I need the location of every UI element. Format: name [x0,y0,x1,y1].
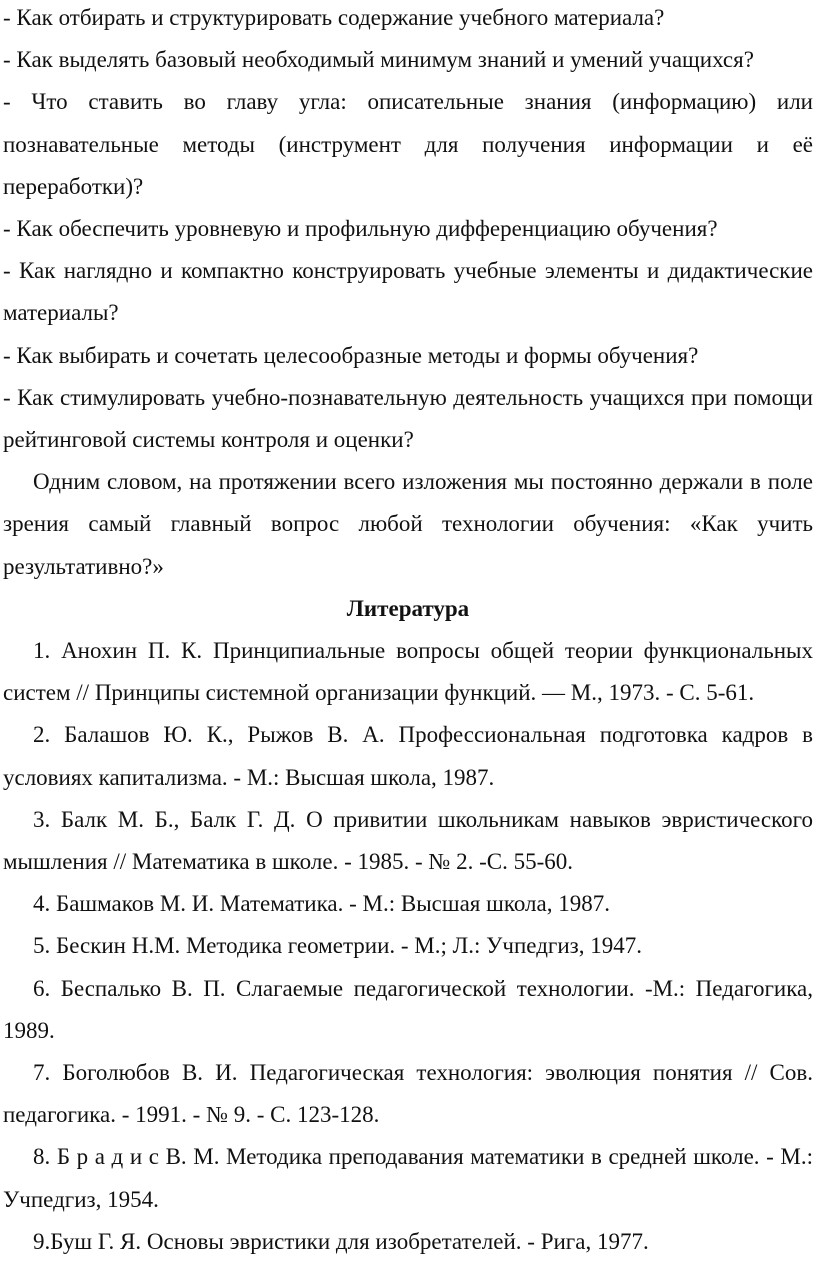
literature-heading: Литература [346,595,470,621]
question-item: - Как обеспечить уровневую и профильную дифференциацию обучения? [3,216,718,242]
question-item: - Как выделять базовый необходимый минимум знаний и умений учащихся? [3,47,754,73]
reference-item: 7. Боголюбов В. И. Педагогическая технология: эволюция понятия // Сов. педагогика. - 1991. - № 9. - С. 123-128. [3,1060,813,1128]
reference-item: 6. Беспалько В. П. Слагаемые педагогической технологии. -М.: Педагогика, 1989. [3,975,813,1043]
question-item: - Как наглядно и компактно конструировать учебные элементы и дидактические материалы? [3,258,813,326]
reference-item: 8. Б р а д и с В. М. Методика преподавания математики в средней школе. - М.: Учпедгиз, 1954. [3,1144,813,1212]
question-item: - Как стимулировать учебно-познавательную деятельность учащихся при помощи рейтинговой системы контроля и оценки? [3,384,813,453]
question-item: - Как отбирать и структурировать содержание учебного материала? [3,5,665,30]
reference-item: 5. Бескин Н.М. Методика геометрии. - М.; Л.: Учпедгиз, 1947. [33,933,642,959]
reference-item: 2. Балашов Ю. К., Рыжов В. А. Профессиональная подготовка кадров в условиях капитализма. - М.: Высшая школа, 1987. [3,722,813,790]
reference-item: 9.Буш Г. Я. Основы эвристики для изобретателей. - Рига, 1977. [33,1228,649,1254]
references-list [3,630,813,1263]
reference-item: 1. Анохин П. К. Принципиальные вопросы общей теории функциональных систем // Принципы системной организации функций. — М., 1973. - С. 5-61. [3,638,813,706]
conclusion-paragraph: Одним словом, на протяжении всего изложения мы постоянно держали в поле зрения самый главный вопрос любой технологии обучения: «Как учить результативно?» [3,469,813,579]
question-item: - Что ставить во главу угла: описательные знания (информацию) или познавательные методы (инструмент для получения информации и её переработки)? [3,89,813,199]
reference-item: 4. Башмаков М. И. Математика. - М.: Высшая школа, 1987. [33,891,610,917]
reference-item: 3. Балк М. Б., Балк Г. Д. О привитии школьникам навыков эвристического мышления // Математика в школе. - 1985. - № 2. -С. 55-60. [3,806,813,875]
questions-list [3,0,813,461]
question-item: - Как выбирать и сочетать целесообразные методы и формы обучения? [3,342,699,368]
